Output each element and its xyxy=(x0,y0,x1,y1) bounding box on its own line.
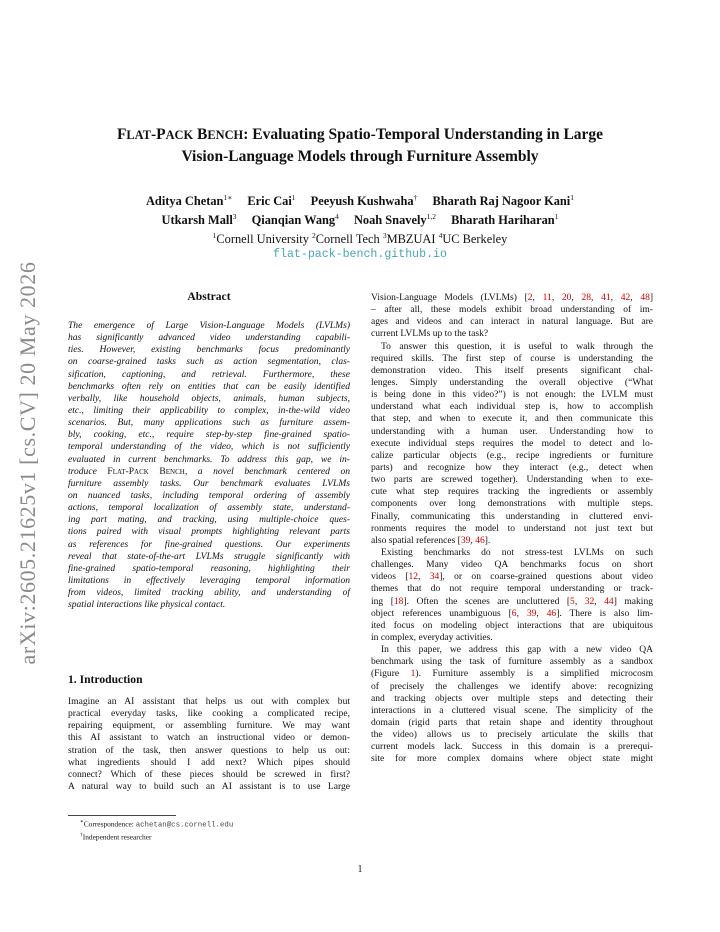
body-line: interactions in a cluttered visual scene. The simplicity of the xyxy=(371,704,653,716)
body-line: understand what each individual step is, how to accomplish xyxy=(371,401,653,413)
body-line: ronments requires the model to understand not just text but xyxy=(371,522,653,534)
body-line: calize particular objects (e.g., recipe ingredients or furniture xyxy=(371,449,653,461)
title-line-1: FLAT-PACK BENCH: Evaluating Spatio-Temporal Understanding in Large xyxy=(116,126,604,143)
body-line: cute what step requires tracking the ingredients or assembly xyxy=(371,486,653,498)
body-line: the video) allows us to precisely articulate the skills that xyxy=(371,729,653,741)
body-line: current LVLMs up to the task? xyxy=(371,328,489,340)
footnotes xyxy=(80,817,233,843)
abstract-line: fine-grained spatio-temporal reasoning, highlighting their xyxy=(68,562,350,574)
citation-link[interactable]: 39 xyxy=(526,607,537,619)
intro-line: this AI assistant to watch an instructional video or demon- xyxy=(68,732,350,744)
body-line: – after all, these models exhibit broad understanding of im- xyxy=(371,304,653,316)
introduction-body xyxy=(68,696,350,793)
intro-line: Imagine an AI assistant that helps us out with complex but xyxy=(68,696,350,707)
body-line: benchmark using the task of furniture assembly as a sandbox xyxy=(371,656,653,668)
citation-link[interactable]: 39 xyxy=(460,534,471,546)
body-line: execute individual steps requires the model to detect and lo- xyxy=(371,437,653,449)
correspondence-email-link[interactable]: achetan@cs.cornell.edu xyxy=(135,821,234,830)
footnote-divider xyxy=(68,815,176,816)
abstract-line: etc., limiting their applicability to complex, in-the-wild video xyxy=(68,404,350,416)
citation-link[interactable]: 32 xyxy=(584,595,595,607)
body-line: required skills. The first step of course is understanding the xyxy=(371,352,653,364)
page-number: 1 xyxy=(357,864,363,875)
intro-line: connect? Which of these pieces should be screwed in first? xyxy=(68,768,350,780)
citation-link[interactable]: 5 xyxy=(570,595,575,607)
body-line: To answer this question, it is useful to walk through the xyxy=(381,340,653,352)
intro-line: stration of the task, then answer questions to help us out: xyxy=(68,744,350,756)
body-line: object references unambiguous [6, 39, 46]. There is also lim- xyxy=(371,607,654,619)
body-line: also spatial references [39, 46]. xyxy=(371,534,491,546)
arxiv-id: arXiv:2605.21625v1 [cs.CV] 20 May 2026 xyxy=(15,261,40,665)
abstract-line: limitations in effectively leveraging temporal information xyxy=(68,574,350,586)
abstract-line: ing part mating, and tracking, using multiple-choice ques- xyxy=(68,514,350,526)
abstract-line: tions paired with visual prompts highlighting relevant parts xyxy=(68,526,350,538)
abstract-line: The emergence of Large Vision-Language Models (LVLMs) xyxy=(68,320,350,331)
citation-link[interactable]: 48 xyxy=(640,292,650,303)
body-line: demonstration video. This itself presents significant chal- xyxy=(371,364,653,376)
citation-link[interactable]: 34 xyxy=(429,571,440,583)
intro-line: repairing equipment, or assembling furniture. We may want xyxy=(68,720,350,732)
body-line: components over long demonstrations with multiple steps. xyxy=(371,498,653,510)
abstract-line: ties. However, existing benchmarks focus predominantly xyxy=(68,344,350,356)
abstract-line: troduce Flat-Pack Bench, a novel benchmark centered on xyxy=(68,465,351,477)
citation-link[interactable]: 11 xyxy=(542,292,552,303)
abstract-line: on coarse-grained tasks such as action segmentation, clas- xyxy=(68,356,350,368)
citation-link[interactable]: 20 xyxy=(561,292,572,303)
body-line: domain (rigid parts that retain shape and identity throughout xyxy=(371,716,653,728)
author-name: Aditya Chetan xyxy=(145,194,224,209)
citation-link[interactable]: 28 xyxy=(581,292,592,303)
body-line: ages and videos and can interact in natural language. But are xyxy=(371,316,653,328)
body-line: Existing benchmarks do not stress-test LVLMs on such xyxy=(381,546,653,558)
body-line: parts) and recognize how they interact (e.g., detect when xyxy=(371,461,653,473)
abstract-line: actions, temporal localization of assembly state, understand- xyxy=(68,502,350,514)
citation-link[interactable]: 46 xyxy=(546,607,557,619)
abstract-line: benchmarks often rely on entities that can be easily identified xyxy=(68,380,350,392)
abstract-line: has significantly advanced video understanding capabili- xyxy=(68,332,350,344)
figure-reference-link[interactable]: 1 xyxy=(410,668,416,680)
body-line: that step, and when to execute it, and then communicate this xyxy=(371,413,653,425)
abstract-line: reveal that state-of-the-art LVLMs struggle significantly with xyxy=(68,550,350,562)
body-line: Vision-Language Models (LVLMs) [2, 11, 20, 28, 41, 42, 48] xyxy=(371,292,654,303)
body-line: current models lack. Success in this domain is a prerequi- xyxy=(371,741,653,753)
abstract-line: evaluated in current benchmarks. To address this gap, we in- xyxy=(68,453,350,465)
citation-link[interactable]: 42 xyxy=(620,292,631,303)
abstract-heading: Abstract xyxy=(187,290,231,303)
body-line: understanding with a human user. Understanding how to xyxy=(371,425,653,437)
body-line: is being done in this video?”) is not enough: the LVLM must xyxy=(371,389,653,401)
abstract-line: sification, captioning, and retrieval. Furthermore, these xyxy=(68,368,350,380)
body-line: of precisely the challenges we identify above: recognizing xyxy=(371,680,653,692)
affiliations: $^1$Cornell University $^2$Cornell Tech $^3$MBZUAI $^4$UC Berkeley xyxy=(212,231,508,247)
abstract-line: on nuanced tasks, including temporal ordering of assembly xyxy=(68,489,350,501)
body-line: themes that do not require temporal understanding or track- xyxy=(371,583,653,595)
body-line: site for more complex domains where object state might xyxy=(371,753,653,765)
author-name: Bharath Raj Nagoor Kani xyxy=(432,194,571,209)
body-line: and tracking objects over multiple steps and detecting their xyxy=(371,692,653,704)
author-name: Eric Cai xyxy=(247,194,292,209)
body-line: challenges. Many video QA benchmarks focus on short xyxy=(371,559,653,571)
abstract-line: furniture assembly tasks. Our benchmark evaluates LVLMs xyxy=(68,477,350,489)
author-name: Utkarsh Mall xyxy=(161,213,233,228)
introduction-heading: 1. Introduction xyxy=(68,673,143,686)
abstract-line: spatial interactions like physical contact. xyxy=(68,599,226,611)
abstract-body xyxy=(68,320,350,611)
author-name: Noah Snavely xyxy=(353,213,427,228)
citation-link[interactable]: 46 xyxy=(475,534,485,546)
author-row-2: Utkarsh Mall$^3$ Qianqian Wang$^4$ Noah Snavely$^{1,2}$ Bharath Hariharan$^1$ xyxy=(161,212,559,228)
body-line: (Figure 1). Furniture assembly is a simplified microcosm xyxy=(371,668,653,680)
citation-link[interactable]: 18 xyxy=(393,595,404,607)
abstract-line: verbally, like household objects, animals, human subjects, xyxy=(68,392,350,404)
footnote-independent: †Independent researcher xyxy=(80,832,152,842)
footnote-correspondence: ∗Correspondence: achetan@cs.cornell.edu xyxy=(80,819,234,830)
abstract-line: scenarios. But, many applications such as furniture assem- xyxy=(68,417,350,429)
author-name: Qianqian Wang xyxy=(251,213,336,228)
intro-line: A natural way to build such an AI assistant is to use Large xyxy=(68,780,350,792)
citation-link[interactable]: 6 xyxy=(511,607,517,619)
paper-title xyxy=(70,124,650,167)
citation-link[interactable]: 41 xyxy=(601,292,611,303)
citation-link[interactable]: 2 xyxy=(527,292,533,303)
body-line: Finally, communicating this understanding in cluttered envi- xyxy=(371,510,653,522)
abstract-line: as references for fine-grained questions. Our experiments xyxy=(68,538,350,550)
body-line: videos [12, 34], or on coarse-grained questions about video xyxy=(371,571,653,583)
abstract-line: from videos, limited tracking ability, and understanding of xyxy=(68,587,350,599)
citation-link[interactable]: 44 xyxy=(604,595,614,607)
author-name: Peeyush Kushwaha xyxy=(310,194,414,209)
project-url-link[interactable]: flat-pack-bench.github.io xyxy=(273,248,447,262)
body-line: in complex, everyday activities. xyxy=(371,631,493,643)
body-line: lenges. Simply understanding the overall objective (“What xyxy=(371,376,653,388)
author-row-1: Aditya Chetan$^{1∗}$ Eric Cai$^1$ Peeyush Kushwaha† Bharath Raj Nagoor Kani$^1$ xyxy=(145,193,575,209)
arxiv-identifier-stamp xyxy=(8,248,48,678)
author-name: Bharath Hariharan xyxy=(451,213,555,228)
body-line: In this paper, we address this gap with a new video QA xyxy=(381,644,653,656)
body-line: ing [18]. Often the scenes are uncluttered [5, 32, 44] making xyxy=(371,595,654,607)
benchmark-name: Flat-Pack Bench xyxy=(107,465,185,477)
title-line-2: Vision-Language Models through Furniture Assembly xyxy=(181,148,539,165)
intro-line: what ingredients should I add next? Which pipes should xyxy=(68,756,350,768)
body-line: ited focus on modeling object interactions that are ubiquitous xyxy=(371,619,653,631)
intro-line: practical everyday tasks, like cooking a complicated recipe, xyxy=(68,708,350,720)
right-column-body xyxy=(371,292,653,765)
body-line: two parts are screwed together). Understanding when to exe- xyxy=(371,474,653,486)
abstract-line: bly, cooking, etc., require step-by-step fine-grained spatio- xyxy=(68,429,350,441)
citation-link[interactable]: 12 xyxy=(408,571,418,583)
abstract-line: temporal understanding of the video, which is not sufficiently xyxy=(68,441,350,453)
author-block xyxy=(60,190,660,263)
